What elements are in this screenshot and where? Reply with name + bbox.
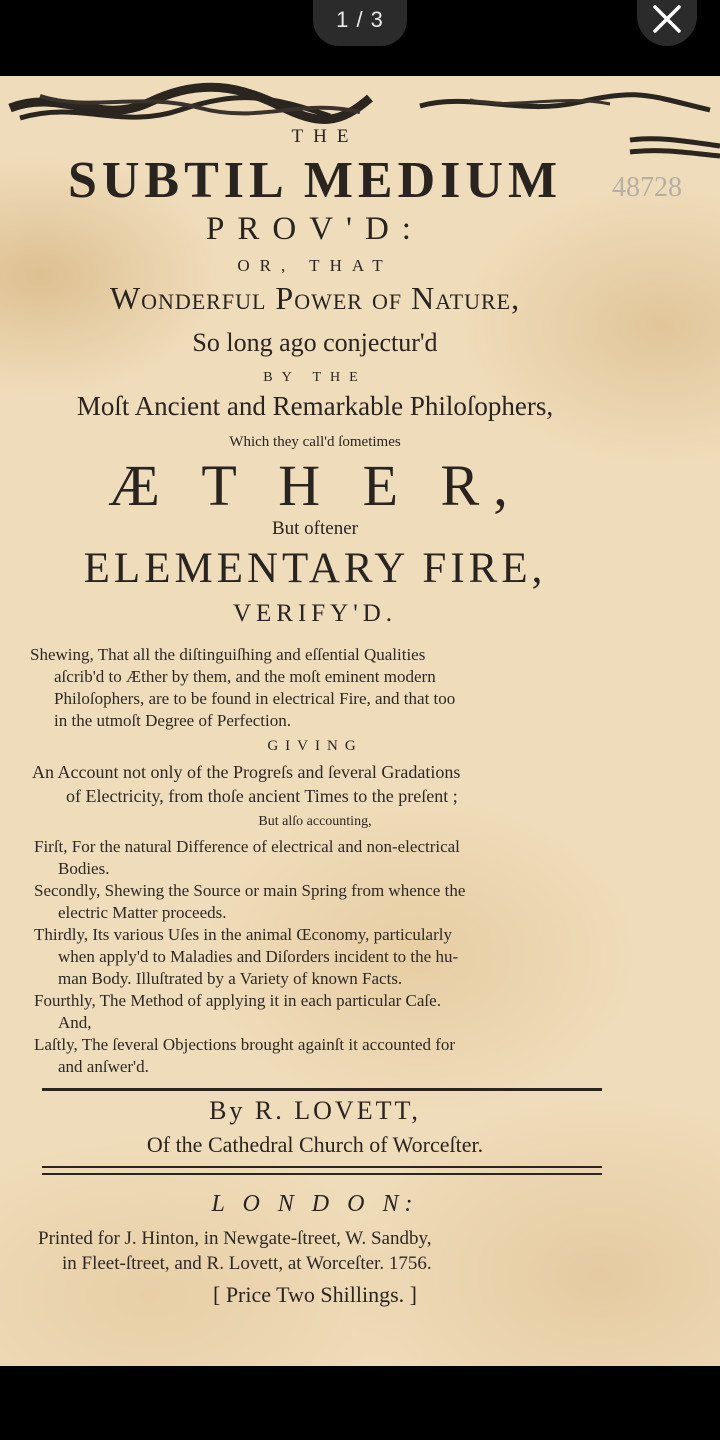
and-line: And, xyxy=(58,1013,92,1032)
london-line: L O N D O N: xyxy=(211,1191,419,1217)
giving: GIVING xyxy=(267,738,363,754)
price-line: [ Price Two Shillings. ] xyxy=(213,1282,417,1307)
elementary-fire-line: ELEMENTARY FIRE, xyxy=(83,545,547,592)
so-long-line: So long ago conjectur'd xyxy=(192,328,438,357)
cathedral-line: Of the Cathedral Church of Worceſter. xyxy=(146,1132,484,1157)
by-the: BY THE xyxy=(263,370,367,385)
but-also-line: But alſo accounting, xyxy=(258,814,372,829)
wonderful-line: Wonderful Power of Nature, xyxy=(109,280,521,316)
account-paragraph xyxy=(32,760,460,808)
shewing-line-1: Shewing, That all the diſtinguiſhing and eſſential Qualities xyxy=(30,645,426,664)
close-icon xyxy=(652,4,682,34)
shewing-line-2: aſcrib'd to Æther by them, and the moſt eminent modern xyxy=(54,667,436,686)
or-that: OR, THAT xyxy=(237,256,393,275)
thirdly-line-2: when apply'd to Maladies and Diſorders incident to the hu- xyxy=(58,947,459,966)
imprint-line-2: in Fleet-ſtreet, and R. Lovett, at Worceſter. 1756. xyxy=(62,1253,432,1274)
secondly-line-1: Secondly, Shewing the Source or main Spring from whence the xyxy=(34,881,466,900)
most-ancient-line: Moſt Ancient and Remarkable Philoſophers, xyxy=(76,391,554,421)
firstly-line-1: Firſt, For the natural Difference of electrical and non-electrical xyxy=(34,837,460,856)
thirdly-line-3: man Body. Illuſtrated by a Variety of known Facts. xyxy=(58,969,403,988)
annotation-number: 48728 xyxy=(612,172,682,203)
shewing-line-3: Philoſophers, are to be found in electrical Fire, and that too xyxy=(54,689,456,708)
firstly-line-2: Bodies. xyxy=(58,859,110,878)
ink-scribble-right xyxy=(410,80,720,160)
lastly-line-2: and anſwer'd. xyxy=(58,1057,149,1076)
title-line-1: SUBTIL MEDIUM xyxy=(67,152,563,209)
aether-line: Æ T H E R, xyxy=(108,453,522,518)
fourthly-line-1: Fourthly, The Method of applying it in each particular Caſe. xyxy=(34,991,441,1010)
lastly-line-1: Laſtly, The ſeveral Objections brought againſt it accounted for xyxy=(34,1035,456,1054)
imprint-line-1: Printed for J. Hinton, in Newgate-ſtreet, W. Sandby, xyxy=(38,1228,432,1249)
title-line-2: PROV'D: xyxy=(206,211,424,247)
which-they-line: Which they call'd ſometimes xyxy=(229,434,401,450)
title-page-image xyxy=(0,76,720,1366)
but-oftener-line: But oftener xyxy=(271,518,358,539)
account-line-2: of Electricity, from thoſe ancient Times to the preſent ; xyxy=(66,786,458,806)
divider-rule-2 xyxy=(42,1166,602,1168)
imprint-paragraph xyxy=(38,1226,432,1276)
author-line: By R. LOVETT, xyxy=(209,1096,421,1125)
close-button[interactable] xyxy=(637,0,697,46)
shewing-paragraph xyxy=(30,644,455,732)
account-line-1: An Account not only of the Progreſs and ſeveral Gradations xyxy=(32,762,461,782)
image-counter: 1 / 3 xyxy=(313,0,407,46)
title-the: THE xyxy=(291,126,359,147)
divider-rule-3 xyxy=(42,1173,602,1175)
shewing-line-4: in the utmoſt Degree of Perfection. xyxy=(54,711,291,730)
divider-rule-1 xyxy=(42,1088,602,1091)
secondly-line-2: electric Matter proceeds. xyxy=(58,903,227,922)
verifyd-line: VERIFY'D. xyxy=(232,600,398,627)
thirdly-line-1: Thirdly, Its various Uſes in the animal Œconomy, particularly xyxy=(34,925,452,944)
reasons-list xyxy=(34,836,465,1078)
